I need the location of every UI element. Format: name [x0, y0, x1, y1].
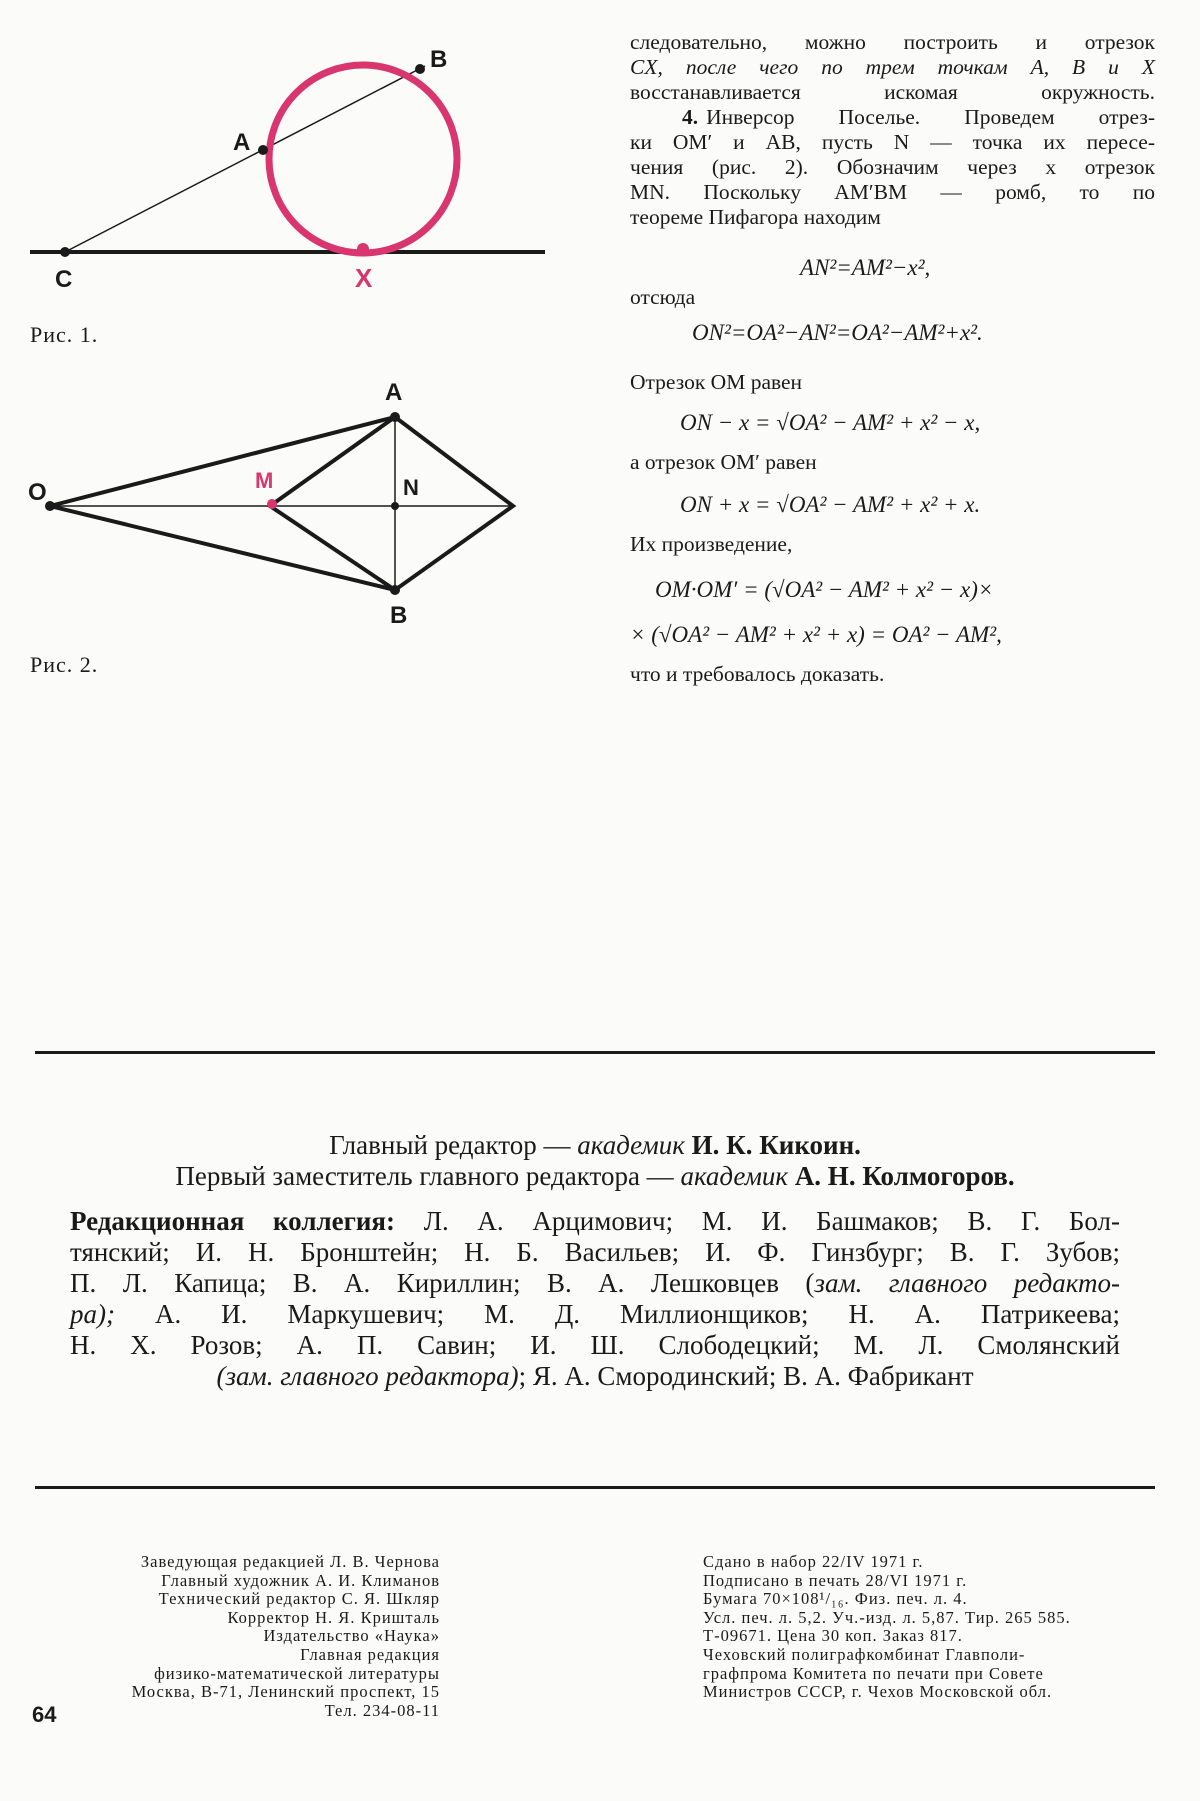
- board-members: П. Л. Капица; В. А. Кириллин; В. А. Лешковцев (: [70, 1268, 815, 1298]
- text-line: ки OM′ и AB, пусть N — точка их пересе-: [630, 130, 1155, 154]
- board-members: Л. А. Арцимович; М. И. Башмаков; В. Г. Бол-: [423, 1206, 1120, 1236]
- board-role: ра);: [70, 1299, 115, 1329]
- board-line: тянский; И. Н. Бронштейн; Н. Б. Васильев; И. Ф. Гинзбург; В. Г. Зубов;: [70, 1237, 1120, 1267]
- label-a: A: [233, 129, 251, 156]
- segment-ob: [50, 506, 395, 590]
- point-b: [415, 64, 425, 74]
- board-line: [70, 1299, 1120, 1330]
- board-members: А. И. Маркушевич; М. Д. Миллионщиков; Н. А. Патрикеева;: [154, 1299, 1121, 1329]
- imprint-line: Т-09671. Цена 30 коп. Заказ 817.: [703, 1626, 963, 1646]
- first-deputy-title: академик: [680, 1161, 789, 1191]
- label-b: B: [430, 46, 448, 73]
- imprint-line: Главная редакция: [300, 1644, 440, 1664]
- point-b: [390, 585, 400, 595]
- board-role: зам. главного редакто-: [814, 1268, 1121, 1298]
- masthead: [70, 1130, 1120, 1392]
- equation-2: ON²=OA²−AN²=OA²−AM²+x².: [692, 320, 983, 345]
- point-m: [267, 499, 277, 509]
- rhombus: [270, 417, 513, 590]
- page-number: 64: [32, 1702, 57, 1727]
- board-members: ; Я. А. Смородинский; В. А. Фабрикант: [518, 1361, 974, 1391]
- chief-title: академик: [577, 1130, 685, 1160]
- point-c: [60, 247, 70, 257]
- figure-2-caption: Рис. 2.: [30, 652, 99, 677]
- imprint-line: Чеховский полиграфкомбинат Главполи-: [703, 1644, 1026, 1664]
- imprint-line: графпрома Комитета по печати при Совете: [703, 1663, 1044, 1683]
- board-line: [70, 1206, 1120, 1237]
- figure-1: [0, 0, 600, 300]
- text-line: MN. Поскольку AM′BM — ромб, то по: [630, 180, 1155, 204]
- body-text: [630, 30, 1155, 690]
- segment-oa: [50, 417, 395, 506]
- point-a: [258, 145, 268, 155]
- label-c: C: [55, 266, 73, 293]
- imprint-left: [35, 1553, 440, 1720]
- label-o: O: [28, 479, 47, 506]
- board-line: [70, 1361, 1120, 1392]
- imprint-line: Усл. печ. л. 5,2. Уч.-изд. л. 5,87. Тир. 265 585.: [703, 1607, 1071, 1627]
- label-n: N: [403, 475, 419, 500]
- chief-prefix: Главный редактор —: [329, 1130, 571, 1160]
- imprint-line: Корректор Н. Я. Кришталь: [227, 1607, 440, 1627]
- first-deputy: [70, 1161, 1120, 1192]
- chief-editor: [70, 1130, 1120, 1161]
- imprint-line: Министров СССР, г. Чехов Московской обл.: [703, 1682, 1053, 1702]
- text-line: CX, после чего по трем точкам A, B и X: [630, 55, 1155, 79]
- equation-6: × (√OA² − AM² + x² + x) = OA² − AM²,: [630, 622, 1002, 647]
- equation-4: ON + x = √OA² − AM² + x² + x.: [680, 492, 981, 517]
- text-line: теореме Пифагора находим: [630, 205, 881, 229]
- equation-5: OM·OM′ = (√OA² − AM² + x² − x)×: [655, 577, 994, 602]
- text-line: Их произведение,: [630, 532, 793, 556]
- imprint-line: Тел. 234-08-11: [324, 1700, 440, 1720]
- secant-line: [65, 66, 425, 252]
- imprint-line: Технический редактор С. Я. Шкляр: [158, 1589, 440, 1609]
- point-x: [357, 243, 369, 255]
- label-a: A: [385, 379, 403, 406]
- divider-top: [35, 1051, 1155, 1054]
- board-line: Н. Х. Розов; А. П. Савин; И. Ш. Слободецкий; М. Л. Смолянский: [70, 1330, 1120, 1360]
- imprint-line: Заведующая редакцией Л. В. Чернова: [140, 1552, 440, 1571]
- imprint-line: Главный художник А. И. Климанов: [161, 1570, 440, 1590]
- text-line: следовательно, можно построить и отрезок: [630, 30, 1155, 54]
- circle: [269, 65, 457, 253]
- text-line: чения (рис. 2). Обозначим через x отрезок: [630, 155, 1155, 179]
- text-line: Отрезок OM равен: [630, 370, 803, 394]
- imprint-right: [703, 1553, 1183, 1702]
- point-a: [390, 412, 400, 422]
- label-m: M: [255, 468, 274, 493]
- divider-bottom: [35, 1486, 1155, 1489]
- text-line: восстанавливается искомая окружность.: [630, 80, 1155, 104]
- text-line: Инверсор Поселье. Проведем отрез-: [706, 105, 1155, 129]
- imprint-line: Москва, В-71, Ленинский проспект, 15: [131, 1682, 440, 1702]
- imprint-line: Издательство «Наука»: [263, 1626, 440, 1646]
- figure-2: [0, 370, 600, 650]
- text-line: отсюда: [630, 285, 696, 309]
- text-line: что и требовалось доказать.: [630, 662, 885, 686]
- equation-3: ON − x = √OA² − AM² + x² − x,: [680, 410, 981, 435]
- first-deputy-name: А. Н. Колмогоров.: [794, 1161, 1015, 1191]
- imprint-line: Подписано в печать 28/VI 1971 г.: [703, 1570, 968, 1590]
- imprint-line: Сдано в набор 22/IV 1971 г.: [703, 1552, 924, 1571]
- equation-1: AN²=AM²−x²,: [800, 255, 931, 280]
- paragraph-4-line: [682, 105, 1155, 130]
- imprint-line: Бумага 70×108¹/₁₆. Физ. печ. л. 4.: [703, 1589, 968, 1609]
- imprint-line: физико-математической литературы: [154, 1663, 440, 1683]
- text-line: а отрезок OM′ равен: [630, 450, 817, 474]
- point-n: [391, 502, 399, 510]
- chief-name: И. К. Кикоин.: [691, 1130, 861, 1160]
- figure-1-caption: Рис. 1.: [30, 322, 99, 347]
- paragraph-number: 4.: [682, 105, 699, 129]
- board-label: Редакционная коллегия:: [70, 1206, 396, 1236]
- board-role: (зам. главного редактора): [216, 1361, 519, 1391]
- label-x: X: [355, 263, 373, 293]
- board-line: [70, 1268, 1120, 1299]
- label-b: B: [390, 602, 408, 629]
- first-deputy-prefix: Первый заместитель главного редактора —: [175, 1161, 674, 1191]
